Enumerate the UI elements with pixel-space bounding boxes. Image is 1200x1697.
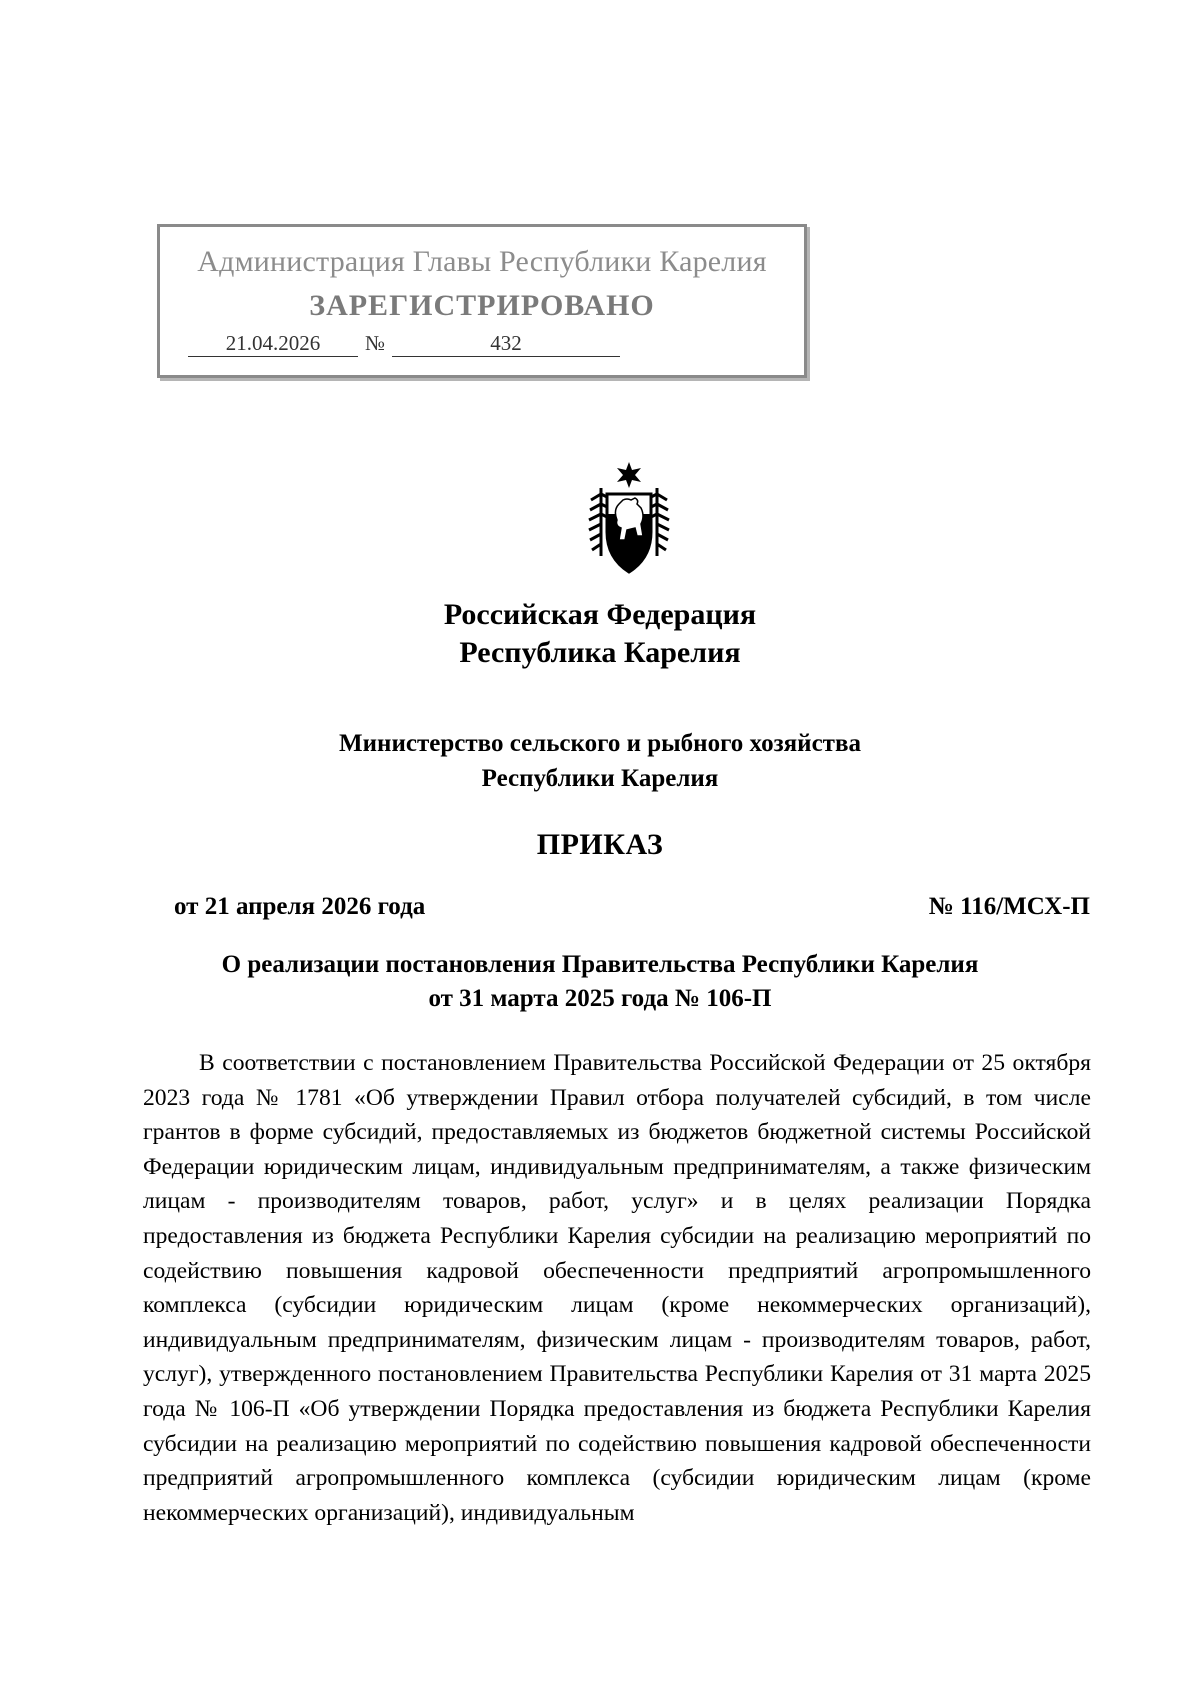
stamp-number: 432 [392, 331, 620, 357]
country-heading [0, 596, 1200, 672]
ministry-line-1: Министерство сельского и рыбного хозяйства [339, 730, 861, 757]
stamp-registered: ЗАРЕГИСТРИРОВАНО [309, 289, 655, 322]
document-body [143, 1046, 1091, 1530]
order-number: № 116/МСХ-П [928, 893, 1090, 920]
title-line-2: от 31 марта 2025 года № 106-П [428, 985, 772, 1012]
ministry-heading [0, 726, 1200, 796]
stamp-authority: Администрация Главы Республики Карелия [197, 245, 767, 278]
stamp-number-label: № [365, 331, 386, 355]
order-date: от 21 апреля 2026 года [174, 893, 426, 920]
ministry-line-2: Республики Карелия [481, 765, 719, 792]
body-paragraph: В соответствии с постановлением Правительства Российской Федерации от 25 октября 2023 года № 1781 «Об утверждении Правил отбора получателей субсидий, в том числе грантов в форме субсидий, предоставляемых из бюджетов бюджетной системы Российской Федерации юридическим лицам, индивидуальным предпринимателям, а также физическим лицам - производителям товаров, работ, услуг» и в целях реализации Порядка предоставления из бюджета Республики Карелия субсидии на реализацию мероприятий по содействию повышения кадровой обеспеченности предприятий агропромышленного комплекса (субсидии юридическим лицам (кроме некоммерческих организаций), индивидуальным предпринимателям, физическим лицам - производителям товаров, работ, услуг), утвержденного постановлением Правительства Республики Карелия от 31 марта 2025 года № 106-П «Об утверждении Порядка предоставления из бюджета Республики Карелия субсидии на реализацию мероприятий по содействию повышения кадровой обеспеченности предприятий агропромышленного комплекса (субсидии юридическим лицам (кроме некоммерческих организаций), индивидуальным [143, 1050, 1091, 1526]
registration-stamp [157, 224, 807, 378]
region-name: Республика Карелия [459, 636, 741, 669]
country-name: Российская Федерация [443, 598, 757, 631]
coat-of-arms-icon [583, 460, 675, 578]
document-type: ПРИКАЗ [536, 828, 664, 861]
title-line-1: О реализации постановления Правительства Республики Карелия [221, 951, 979, 978]
document-title [0, 948, 1200, 1016]
stamp-date: 21.04.2026 [188, 331, 358, 357]
